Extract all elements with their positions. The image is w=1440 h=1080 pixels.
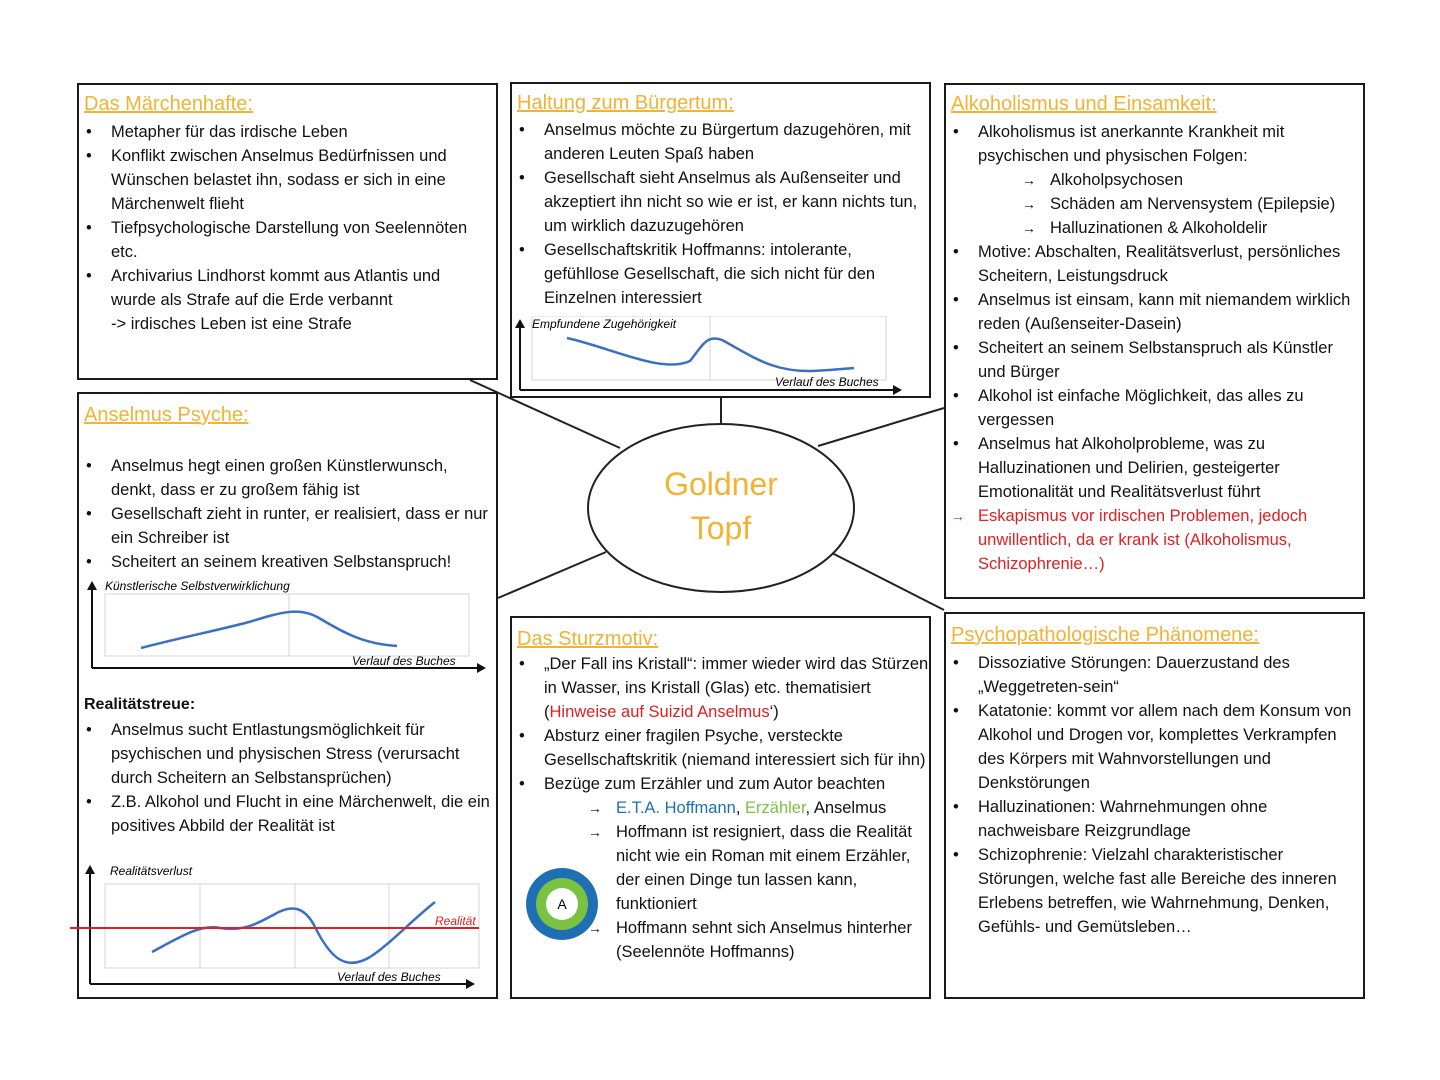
realitaet-title: Realitätstreue: — [84, 696, 196, 713]
psyche-list — [84, 454, 496, 574]
list-item: → Schäden am Nervensystem (Epilepsie) — [1022, 192, 1363, 216]
center-title — [588, 462, 854, 550]
list-item: • Alkohol ist einfache Möglichkeit, das alles zu vergessen — [951, 384, 1363, 432]
sturz-title: Das Sturzmotiv: — [517, 628, 659, 650]
box-maerchenhafte — [77, 83, 498, 380]
chart-selbstverwirklichung — [79, 578, 494, 678]
buergertum-title: Haltung zum Bürgertum: — [517, 92, 734, 114]
list-item: • Anselmus ist einsam, kann mit niemandem wirklich reden (Außenseiter-Dasein) — [951, 288, 1363, 336]
chart-xlabel: Verlauf des Buches — [337, 970, 441, 984]
chart-xlabel: Verlauf des Buches — [352, 654, 456, 668]
list-item: → Halluzinationen & Alkoholdelir — [1022, 216, 1363, 240]
list-item: • Anselmus hegt einen großen Künstlerwunsch, denkt, dass er zu großem fähig ist — [84, 454, 496, 502]
list-item — [517, 652, 929, 724]
list-item: → E.T.A. Hoffmann, Erzähler, Anselmus — [588, 796, 929, 820]
reality-line-label: Realität — [435, 914, 476, 928]
phaenomene-title: Psychopathologische Phänomene: — [951, 624, 1259, 646]
list-item: • Anselmus sucht Entlastungsmöglichkeit für psychischen und physischen Stress (verursacht durch Scheitern an Selbstansprüchen) — [84, 718, 496, 790]
alkohol-conclusion: → Eskapismus vor irdischen Problemen, jedoch unwillentlich, da er krank ist (Alkoholismus, Schizophrenie…) — [951, 504, 1363, 576]
list-item: • Dissoziative Störungen: Dauerzustand des „Weggetreten-sein“ — [951, 651, 1356, 699]
list-item: → Hoffmann sehnt sich Anselmus hinterher (Seelennöte Hoffmanns) — [588, 916, 929, 964]
list-item: • Archivarius Lindhorst kommt aus Atlantis und wurde als Strafe auf die Erde verbannt — [84, 264, 489, 312]
list-item: • Anselmus hat Alkoholprobleme, was zu Halluzinationen und Delirien, gesteigerter Emotionalität und Realitätsverlust führt — [951, 432, 1363, 504]
chart-zugehoerigkeit — [512, 316, 912, 396]
list-item: • Anselmus möchte zu Bürgertum dazugehören, mit anderen Leuten Spaß haben — [517, 118, 927, 166]
list-item: • Motive: Abschalten, Realitätsverlust, persönliches Scheitern, Leistungsdruck — [951, 240, 1363, 288]
box-alkoholismus — [944, 83, 1365, 599]
list-item — [951, 120, 1363, 240]
list-item: • Absturz einer fragilen Psyche, versteckte Gesellschaftskritik (niemand interessiert sich für ihn) — [517, 724, 929, 772]
list-item: • Halluzinationen: Wahrnehmungen ohne nachweisbare Reizgrundlage — [951, 795, 1356, 843]
chart-xlabel: Verlauf des Buches — [775, 375, 879, 389]
sturz-b3: Bezüge zum Erzähler und zum Autor beachten — [544, 775, 886, 793]
chart-ylabel: Realitätsverlust — [110, 864, 193, 878]
alkohol-list — [951, 120, 1363, 576]
list-item: → Hoffmann ist resigniert, dass die Realität nicht wie ein Roman mit einem Erzähler, der einen Dinge tun lassen kann, funktioniert — [588, 820, 929, 916]
nested-circle-diagram — [524, 866, 604, 946]
chart-ylabel: Empfundene Zugehörigkeit — [532, 317, 677, 331]
list-item: • Scheitert an seinem Selbstanspruch als Künstler und Bürger — [951, 336, 1363, 384]
alkohol-sublist — [978, 168, 1363, 240]
chart-ylabel: Künstlerische Selbstverwirklichung — [105, 579, 290, 593]
alkohol-b1: Alkoholismus ist anerkannte Krankheit mit psychischen und physischen Folgen: — [978, 123, 1285, 165]
sturz-sub-hoffmann: E.T.A. Hoffmann — [616, 799, 736, 817]
list-item: • Katatonie: kommt vor allem nach dem Konsum von Alkohol und Drogen vor, komplettes Verkrampfen des Körpers mit Wahnvorstellungen und Denkstörungen — [951, 699, 1356, 795]
sturz-sub-erzaehler: Erzähler — [745, 799, 806, 817]
chart-realitaetsverlust — [70, 862, 500, 992]
list-item: • Tiefpsychologische Darstellung von Seelennöten etc. — [84, 216, 489, 264]
buergertum-list — [517, 118, 927, 310]
list-item: • Gesellschaft sieht Anselmus als Außenseiter und akzeptiert ihn nicht so wie er ist, er kann nichts tun, um wirklich dazuzugehören — [517, 166, 927, 238]
list-item: • Z.B. Alkohol und Flucht in eine Märchenwelt, die ein positives Abbild der Realität ist — [84, 790, 496, 838]
center-title-line1: Goldner — [664, 466, 778, 502]
box-buergertum — [510, 82, 931, 398]
box-phaenomene — [944, 612, 1365, 999]
list-item: • Metapher für das irdische Leben — [84, 120, 489, 144]
list-item: • Konflikt zwischen Anselmus Bedürfnissen und Wünschen belastet ihn, sodass er sich in eine Märchenwelt flieht — [84, 144, 489, 216]
sturz-sub-anselmus: Anselmus — [813, 799, 887, 817]
phaenomene-list — [951, 651, 1356, 939]
sturz-b1-text: „Der Fall ins Kristall“: immer wieder wird das Stürzen in Wasser, ins Kristall (Glas) etc. thematisiert ( — [544, 655, 929, 721]
box-sturzmotiv — [510, 616, 931, 999]
list-item: → Alkoholpsychosen — [1022, 168, 1363, 192]
maerchen-title: Das Märchenhafte: — [84, 93, 253, 115]
realitaet-list — [84, 718, 496, 838]
sturz-b1-red: Hinweise auf Suizid Anselmus — [549, 703, 770, 721]
list-item: • Gesellschaft zieht in runter, er realisiert, dass er nur ein Schreiber ist — [84, 502, 496, 550]
circle-label: A — [557, 896, 567, 912]
list-item: • Schizophrenie: Vielzahl charakteristischer Störungen, welche fast alle Bereiche des inneren Erlebens betreffen, wie Wahrnehmung, Denken, Gefühls- und Gemütsleben… — [951, 843, 1356, 939]
list-item: • Scheitert an seinem kreativen Selbstanspruch! — [84, 550, 496, 574]
list-item: • Gesellschaftskritik Hoffmanns: intolerante, gefühllose Gesellschaft, die sich nicht für den Einzelnen interessiert — [517, 238, 927, 310]
maerchen-list — [84, 120, 489, 336]
maerchen-tail: -> irdisches Leben ist eine Strafe — [111, 315, 352, 333]
psyche-title: Anselmus Psyche: — [84, 404, 249, 426]
center-title-line2: Topf — [690, 510, 752, 546]
alkohol-title: Alkoholismus und Einsamkeit: — [951, 93, 1217, 115]
sturz-b1-post: ‘) — [769, 703, 779, 721]
